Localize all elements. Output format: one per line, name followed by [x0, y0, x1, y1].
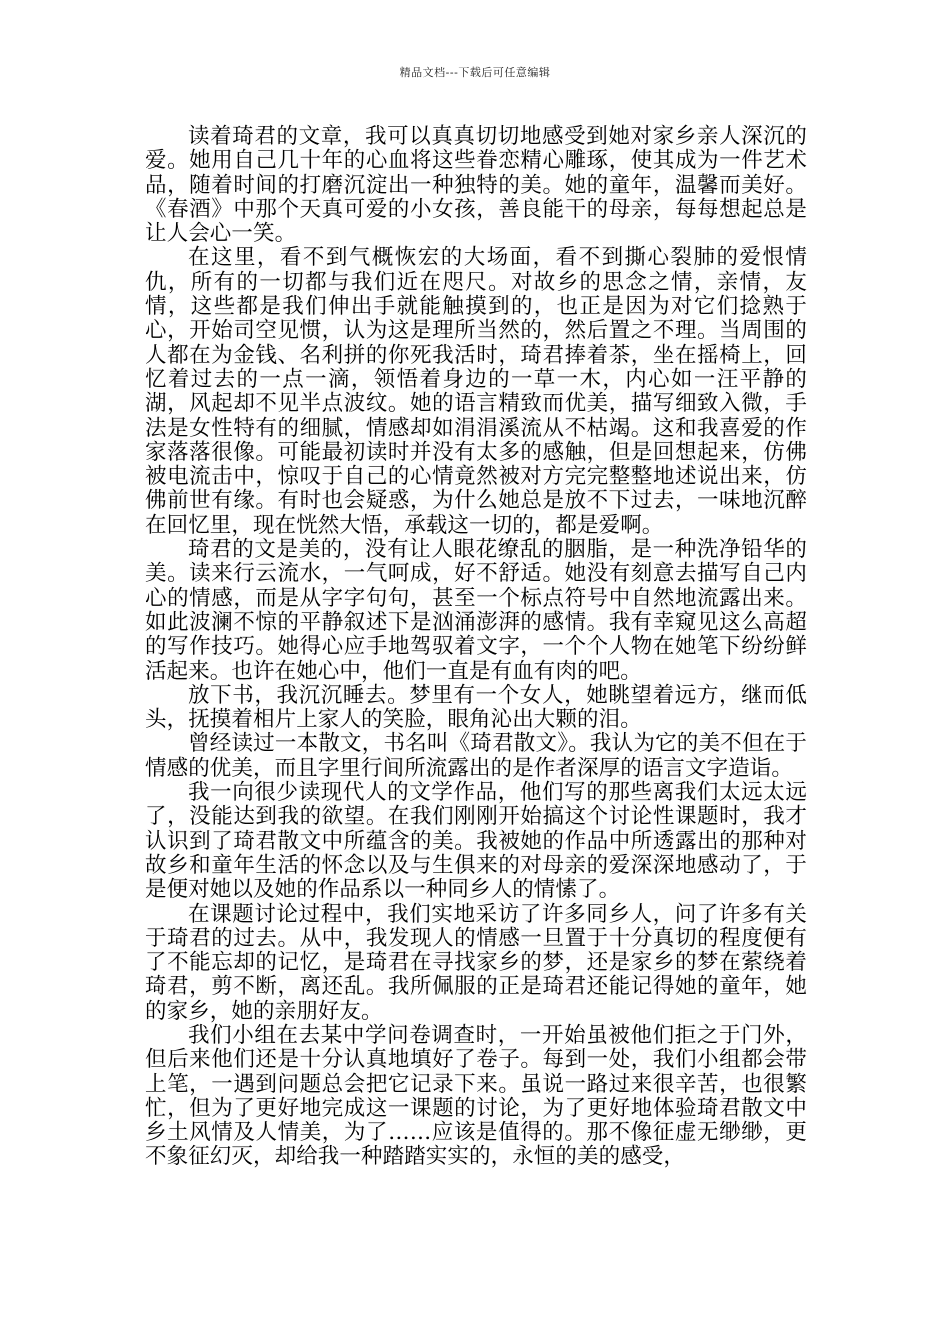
paragraph: 我一向很少读现代人的文学作品，他们写的那些离我们太远太远了，没能达到我的欲望。在我们刚刚开始搞这个讨论性课题时，我才认识到了琦君散文中所蕴含的美。我被她的作品中所透露出的那种对故乡和童年生活的怀念以及与生俱来的对母亲的爱深深地感动了，于是便对她以及她的作品系以一种同乡人的情愫了。 — [145, 780, 807, 903]
paragraph: 放下书，我沉沉睡去。梦里有一个女人，她眺望着远方，继而低头，抚摸着相片上家人的笑脸，眼角沁出大颗的泪。 — [145, 682, 807, 733]
paragraph: 琦君的文是美的，没有让人眼花缭乱的胭脂，是一种洗净铅华的美。读来行云流水，一气呵成，好不舒适。她没有刻意去描写自己内心的情感，而是从字字句句，甚至一个标点符号中自然地流露出来。如此波澜不惊的平静叙述下是汹涌澎湃的感情。我有幸窥见这么高超的写作技巧。她得心应手地驾驭着文字，一个个人物在她笔下纷纷鲜活起来。也许在她心中，他们一直是有血有肉的吧。 — [145, 537, 807, 684]
paragraph: 我们小组在去某中学问卷调查时，一开始虽被他们拒之于门外，但后来他们还是十分认真地填好了卷子。每到一处，我们小组都会带上笔，一遇到问题总会把它记录下来。虽说一路过来很辛苦，也很繁忙，但为了更好地完成这一课题的讨论，为了更好地体验琦君散文中乡土风情及人情美，为了……应该是值得的。那不像征虚无缈缈，更不象征幻灭，却给我一种踏踏实实的，永恒的美的感受， — [145, 1022, 807, 1170]
paragraph: 读着琦君的文章，我可以真真切切地感受到她对家乡亲人深沉的爱。她用自己几十年的心血将这些眷恋精心雕琢，使其成为一件艺术品，随着时间的打磨沉淀出一种独特的美。她的童年，温馨而美好。《春酒》中那个天真可爱的小女孩，善良能干的母亲，每每想起总是让人会心一笑。 — [145, 124, 807, 247]
paragraph: 在这里，看不到气概恢宏的大场面，看不到撕心裂肺的爱恨情仇，所有的一切都与我们近在咫尺。对故乡的思念之情，亲情，友情，这些都是我们伸出手就能触摸到的，也正是因为对它们捻熟于心，开始司空见惯，认为这是理所当然的，然后置之不理。当周围的人都在为金钱、名利拼的你死我活时，琦君捧着茶，坐在摇椅上，回忆着过去的一点一滴，领悟着身边的一草一木，内心如一汪平静的湖，风起却不见半点波纹。她的语言精致而优美，描写细致入微，手法是女性特有的细腻，情感却如涓涓溪流从不枯竭。这和我喜爱的作家落落很像。可能最初读时并没有太多的感触，但是回想起来，仿佛被电流击中，惊叹于自己的心情竟然被对方完完整整地述说出来，仿佛前世有缘。有时也会疑惑，为什么她总是放不下过去，一味地沉醉在回忆里，现在恍然大悟，承载这一切的，都是爱啊。 — [145, 245, 807, 538]
paragraph: 曾经读过一本散文，书名叫《琦君散文》。我认为它的美不但在于情感的优美，而且字里行间所流露出的是作者深厚的语言文字造诣。 — [145, 731, 807, 781]
paragraph: 在课题讨论过程中，我们实地采访了许多同乡人，问了许多有关于琦君的过去。从中，我发现人的情感一旦置于十分真切的程度便有了不能忘却的记忆，是琦君在寻找家乡的梦，还是家乡的梦在萦绕着琦君，剪不断，离还乱。我所佩服的正是琦君还能记得她的童年，她的家乡，她的亲朋好友。 — [145, 901, 807, 1024]
essay-body — [145, 125, 807, 1170]
page-header: 精品文档---下载后可任意编辑 — [399, 66, 551, 79]
